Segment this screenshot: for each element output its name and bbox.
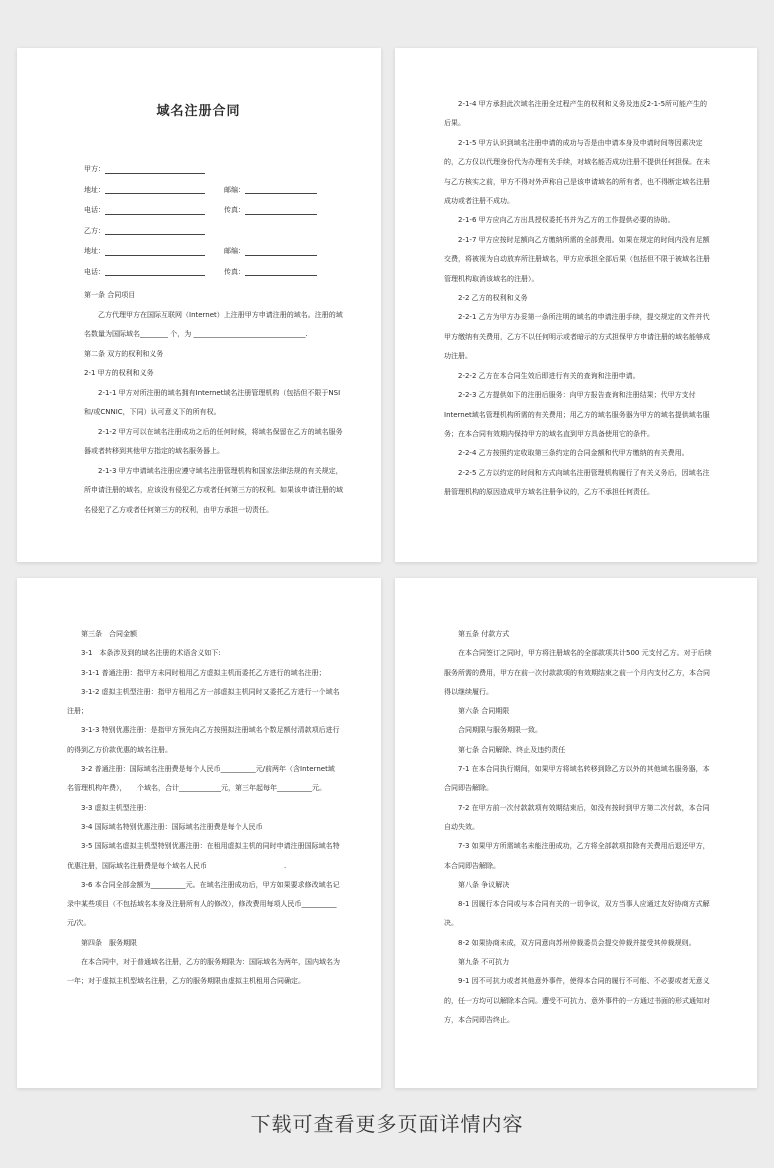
clause-paragraph: 2-1-2 甲方可以在域名注册成功之后的任何时候，将域名保留在乙方的域名服务器或者转移到其他甲方指定的域名服务器上。 bbox=[84, 427, 343, 455]
party-field-label: 电话： bbox=[84, 267, 105, 276]
fill-in-line bbox=[105, 165, 205, 174]
clause-paragraph: 在本合同签订之同时，甲方将注册域名的全部款项共计500 元支付乙方。对于后续服务所需的费用，甲方在前一次付款款项的有效期结束之前一个月内支付乙方，本合同得以继续履行。 bbox=[444, 649, 712, 696]
clause-paragraph: 2-2-3 乙方提供如下的注册后服务：向甲方报告查询和注册结果；代甲方支付Internet域名管理机构所需的有关费用；用乙方的域名服务器为甲方的域名提供域名服务；在本合同有效期内保持甲方的域名直到甲方具备使用它的条件。 bbox=[444, 391, 710, 438]
party-field-label: 传真： bbox=[224, 267, 245, 276]
download-more-caption: 下载可查看更多页面详情内容 bbox=[250, 1112, 524, 1136]
clause-paragraph: 9-1 因不可抗力或者其他意外事件，使得本合同的履行不可能、不必要或者无意义的，任一方均可以解除本合同。遭受不可抗力、意外事件的一方通过书面的形式通知对方，本合同即告终止。 bbox=[444, 977, 710, 1024]
clause-subheading: 2-1 甲方的权利和义务 bbox=[84, 369, 154, 377]
clause-paragraph: 2-2-4 乙方按照约定收取第三条约定的合同金额和代甲方缴纳的有关费用。 bbox=[458, 449, 689, 458]
clause-heading: 第七条 合同解除、终止及违约责任 bbox=[458, 745, 566, 754]
clause-paragraph: 3-2 普通注册：国际域名注册费是每个人民币__________元/前两年（含Internet域名管理机构年费）， 个域名，合计____________元，第三年起每年__________元。 bbox=[67, 765, 335, 793]
clause-paragraph: 7-3 如果甲方所需域名未能注册成功，乙方将全部款项扣除有关费用后退还甲方，本合同即告解除。 bbox=[444, 842, 710, 870]
contract-page-4 bbox=[395, 578, 757, 1088]
fill-in-line bbox=[105, 226, 205, 235]
clause-paragraph: 在本合同中，对于普通域名注册，乙方的服务期限为：国际域名为两年，国内域名为一年；对于虚拟主机型域名注册，乙方的服务期限由虚拟主机租用合同确定。 bbox=[67, 958, 340, 986]
fill-in-line bbox=[105, 267, 205, 276]
clause-paragraph: 2-2-5 乙方以约定的时间和方式向域名注册管理机构履行了有关义务后，因域名注册管理机构的原因造成甲方域名注册争议的，乙方不承担任何责任。 bbox=[444, 468, 710, 497]
clause-paragraph: 3-1-2 虚拟主机型注册：指甲方租用乙方一部虚拟主机同时又委托乙方进行一个域名注册； bbox=[67, 687, 340, 716]
document-title: 域名注册合同 bbox=[156, 104, 241, 119]
fill-in-line bbox=[245, 267, 317, 276]
clause-paragraph: 3-1-3 特别优惠注册：是指甲方预先向乙方按照拟注册域名个数足额付清款项后进行的得到乙方价款优惠的域名注册。 bbox=[67, 726, 340, 754]
fill-in-line bbox=[105, 206, 205, 215]
contract-page-3 bbox=[17, 578, 381, 1088]
contract-page-2 bbox=[395, 48, 757, 562]
clause-paragraph: 3-6 本合同全部金额为__________元。在域名注册成功后，甲方如果要求修改域名记录中某些项目（不包括域名本身及注册所有人的修改），修改费用每项人民币__________元/次。 bbox=[67, 880, 340, 928]
clause-paragraph: 2-2-1 乙方为甲方办妥第一条所注明的域名的申请注册手续，提交规定的文件并代甲方缴纳有关费用，乙方不以任何明示或者暗示的方式担保甲方申请注册的域名能够成功注册。 bbox=[444, 313, 710, 361]
party-field-label: 传真： bbox=[224, 206, 245, 215]
clause-paragraph: 3-3 虚拟主机型注册： bbox=[81, 803, 151, 812]
clause-paragraph: 3-4 国际域名特别优惠注册：国际域名注册费是每个人民币 bbox=[81, 822, 263, 831]
clause-paragraph: 3-1 本条涉及到的域名注册的术语含义如下: bbox=[81, 649, 221, 658]
clause-heading: 第九条 不可抗力 bbox=[458, 958, 510, 967]
party-field-label: 乙方： bbox=[84, 226, 105, 235]
clause-heading: 第八条 争议解决 bbox=[458, 880, 510, 889]
party-info-block bbox=[84, 159, 343, 282]
party-row bbox=[84, 221, 343, 242]
contract-page-1 bbox=[17, 48, 381, 562]
party-field-label: 电话： bbox=[84, 206, 105, 215]
fill-in-line bbox=[105, 247, 205, 256]
party-row bbox=[84, 241, 343, 262]
fill-in-line bbox=[105, 185, 205, 194]
party-row bbox=[84, 159, 343, 180]
party-field-label: 地址： bbox=[84, 247, 105, 256]
clause-paragraph: 2-1-1 甲方对所注册的域名拥有Internet域名注册管理机构（包括但不限于NSI和/或CNNIC，下同）认可意义下的所有权。 bbox=[84, 388, 341, 416]
clause-paragraph: 8-2 如果协商未成，双方同意向苏州仲裁委员会提交仲裁并接受其仲裁规则。 bbox=[458, 938, 696, 947]
clause-heading: 第四条 服务期限 bbox=[81, 938, 137, 947]
clause-subheading: 2-2 乙方的权利和义务 bbox=[458, 294, 528, 303]
clause-paragraph: 7-2 在甲方前一次付款款项有效期结束后，如没有按时到甲方第二次付款，本合同自动失效。 bbox=[444, 803, 710, 831]
clause-paragraph: 3-5 国际域名虚拟主机型特别优惠注册：在租用虚拟主机的同时申请注册国际域名特优惠注册，国际域名注册费是每个域名人民币 . bbox=[67, 842, 340, 870]
party-field-label: 邮编： bbox=[224, 247, 245, 256]
party-field-label: 甲方： bbox=[84, 165, 105, 174]
clause-paragraph: 8-1 因履行本合同或与本合同有关的一切争议，双方当事人应通过友好协商方式解决。 bbox=[444, 900, 710, 928]
clause-paragraph: 7-1 在本合同执行期间，如果甲方将域名转移到除乙方以外的其他域名服务器，本合同即告解除。 bbox=[444, 765, 710, 793]
party-row bbox=[84, 262, 343, 283]
party-field-label: 邮编： bbox=[224, 185, 245, 194]
clause-paragraph: 2-1-5 甲方认识到域名注册申请的成功与否是由申请本身及申请时间等因素决定的，乙方仅以代理身份代为办理有关手续，对域名能否成功注册不提供任何担保。在未与乙方核实之前，甲方不得对外声称自己是该申请域名的所有者，也不得断定域名注册成功或者注册不成功。 bbox=[444, 138, 710, 206]
clause-paragraph: 2-2-2 乙方在本合同生效后即进行有关的查询和注册申请。 bbox=[458, 371, 640, 380]
clause-paragraph: 2-1-4 甲方承担此次域名注册全过程产生的权利和义务及违反2-1-5所可能产生的后果。 bbox=[444, 100, 708, 128]
clause-paragraph: 3-1-1 普通注册：指甲方未同时租用乙方虚拟主机而委托乙方进行的域名注册； bbox=[81, 668, 326, 677]
page-1-body bbox=[84, 286, 343, 520]
clause-paragraph: 乙方代理甲方在国际互联网（Internet）上注册甲方申请注册的域名。注册的域名数量为国际域名________ 个，为 ________________________________. bbox=[84, 310, 343, 338]
fill-in-line bbox=[245, 185, 317, 194]
party-field-label: 地址： bbox=[84, 185, 105, 194]
clause-paragraph: 2-1-6 甲方应向乙方出具授权委托书并为乙方的工作提供必要的协助。 bbox=[458, 216, 675, 225]
clause-heading: 第一条 合同项目 bbox=[84, 291, 136, 299]
clause-heading: 第五条 付款方式 bbox=[458, 630, 510, 638]
clause-paragraph: 2-1-3 甲方申请域名注册应遵守域名注册管理机构和国家法律法规的有关规定，所申请注册的域名，应该没有侵犯乙方或者任何第三方的权利。如果该申请注册的域名侵犯了乙方或者任何第三方的权利，由甲方承担一切责任。 bbox=[84, 466, 343, 514]
clause-heading: 第六条 合同期限 bbox=[458, 707, 510, 716]
clause-heading: 第三条 合同金额 bbox=[81, 630, 137, 638]
party-row bbox=[84, 180, 343, 201]
party-row bbox=[84, 200, 343, 221]
fill-in-line bbox=[245, 206, 317, 215]
clause-heading: 第二条 双方的权利和义务 bbox=[84, 349, 164, 358]
clause-paragraph: 合同期限与服务期限一致。 bbox=[458, 726, 542, 735]
clause-paragraph: 2-1-7 甲方应按时足额向乙方缴纳所需的全部费用。如果在规定的时间内没有足额交费，将被视为自动放弃所注册域名，甲方应承担全部后果（包括但不限于被域名注册管理机构取消该域名的注册）。 bbox=[444, 235, 710, 283]
fill-in-line bbox=[245, 247, 317, 256]
